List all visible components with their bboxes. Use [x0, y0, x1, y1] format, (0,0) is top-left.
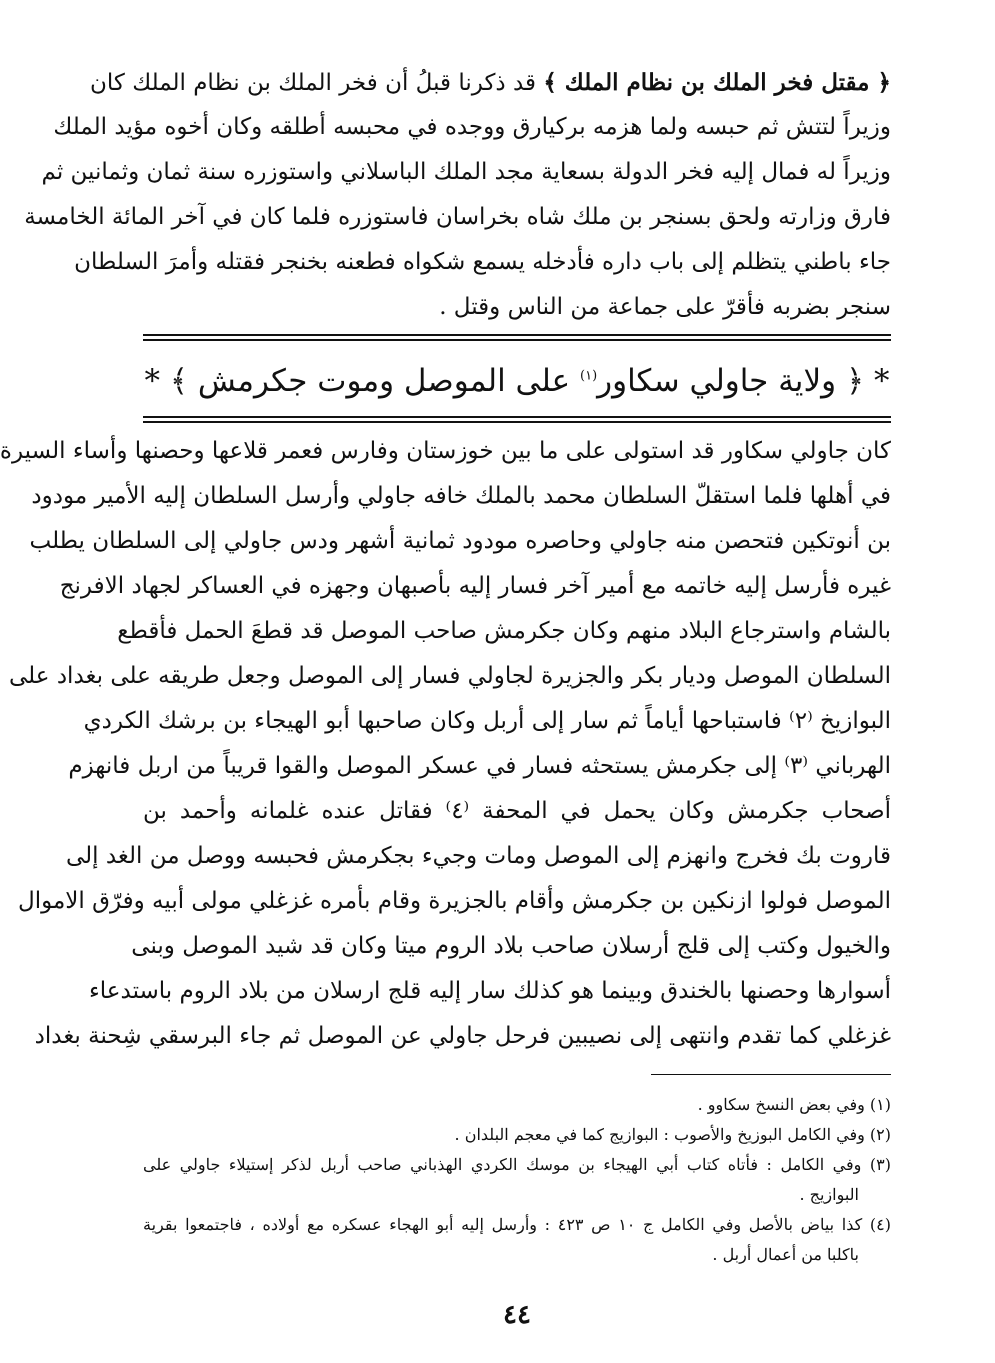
section2-line-3: بن أنوتكين فتحصن منه جاولي وحاصره مودود ثمانية أشهر ودس جاولي إلى السلطان يطلب [29, 528, 891, 554]
section2-line-8: الهرباني ⁽٣⁾ إلى جكرمش يستحثه فسار في عسكر الموصل والقوا قريباً من اربل فانهزم [68, 753, 891, 779]
section1-line-6: سنجر بضربه فأقرّ على جماعة من الناس وقتل . [439, 294, 891, 320]
section2-line-14: غزغلي كما تقدم وانتهى إلى نصيبين فرحل جاولي عن الموصل ثم جاء البرسقي شِحنة بغداد [34, 1023, 891, 1049]
heading-rule-bottom [143, 416, 891, 423]
heading-rule-top [143, 334, 891, 341]
section2-heading [143, 352, 891, 410]
footnote-separator [651, 1074, 891, 1075]
page-number: ٤٤ [503, 1300, 531, 1330]
footnote-4: (٤) كذا بياض بالأصل وفي الكامل ج ١٠ ص ٤٢٣ : وأرسل إليه أبو الهجاء عسكره مع أولاده ، فاجتمعوا بقرية [143, 1215, 892, 1234]
section1-title: ﴿ مقتل فخر الملك بن نظام الملك ﴾ [543, 69, 891, 96]
section2-line-6: السلطان الموصل وديار بكر والجزيرة لجاولي فسار إلى الموصل وجعل طريقه على بغداد على [9, 663, 891, 689]
section1-line-4: فارق وزارته ولحق بسنجر بن ملك شاه بخراسان فاستوزره فلما كان في آخر المائة الخامسة [24, 204, 891, 230]
section2-line-2: في أهلها فلما استقلّ السلطان محمد بالملك خافه جاولي وأرسل السلطان إليه الأمير مودود [31, 483, 891, 509]
footnote-4-continued: باكلبا من أعمال أربل . [712, 1245, 859, 1264]
section2-heading-footnote-ref: (١) [580, 368, 598, 384]
section1-line-3: وزيراً له فمال إليه فخر الدولة بسعاية مجد الملك الباسلاني واستوزره سنة ثمان وثمانين ثم [41, 159, 891, 185]
footnote-3: (٣) وفي الكامل : فأتاه كتاب أبي الهيجاء بن موسك الكردي الهذباني صاحب أربل لذكر إستيلاء جاولي على [143, 1155, 891, 1174]
section2-line-7: البوازيخ ⁽٢⁾ فاستباحها أياماً ثم سار إلى أربل وكان صاحبها أبو الهيجاء بن برشك الكردي [83, 708, 891, 734]
section2-line-11: الموصل فولوا ازنكين بن جكرمش وأقام بالجزيرة وقام بأمره غزغلي مولى أبيه وفرّق الاموال [17, 888, 891, 914]
document-page [0, 58, 892, 1330]
section2-line-12: والخيول وكتب إلى قلج أرسلان صاحب بلاد الروم ميتا وكان قد شيد الموصل وبنى [131, 933, 891, 959]
section2-heading-pre: * ﴿ ولاية جاولي سكاور [597, 363, 890, 399]
section1-line-5: جاء باطني يتظلم إلى باب داره فأدخله يسمع شكواه فطعنه بخنجر فقتله وأمرَ السلطان [74, 249, 891, 275]
section1-line-1 [90, 60, 891, 106]
footnote-1: (١) وفي بعض النسخ سكاوو . [697, 1095, 891, 1114]
section2-line-13: أسوارها وحصنها بالخندق وبينما هو كذلك سار إليه قلج ارسلان من بلاد الروم باستدعاء [88, 978, 891, 1004]
section2-heading-post: على الموصل وموت جكرمش ﴾ * [144, 363, 580, 399]
section1-line-1-text: قد ذكرنا قبلُ أن فخر الملك بن نظام الملك كان [90, 70, 544, 96]
section2-line-5: بالشام واسترجاع البلاد منهم وكان جكرمش صاحب الموصل قد قطعَ الحمل فأقطع [117, 618, 891, 644]
section2-line-10: قاروت بك فخرج وانهزم إلى الموصل ومات وجيء بجكرمش فحبسه ووصل من الغد إلى [65, 843, 891, 869]
section2-line-4: غيره فأرسل إليه خاتمه مع أمير آخر فسار إليه بأصبهان وجهزه في العساكر لجهاد الافرنج [59, 573, 891, 599]
section2-line-9: أصحاب جكرمش وكان يحمل في المحفة ⁽٤⁾ فقاتل عنده غلمانه وأحمد بن [143, 798, 891, 824]
footnote-3-continued: البوازيج . [799, 1185, 859, 1204]
section1-line-2: وزيراً لتتش ثم حبسه ولما هزمه بركيارق ووجده في محبسه أطلقه وكان أخوه مؤيد الملك [53, 114, 891, 140]
footnote-2: (٢) وفي الكامل البوزيخ والأصوب : البوازيج كما في معجم البلدان . [454, 1125, 891, 1144]
section2-line-1: كان جاولي سكاور قد استولى على ما بين خوزستان وفارس فعمر قلاعها وحصنها وأساء السيرة [0, 438, 891, 464]
